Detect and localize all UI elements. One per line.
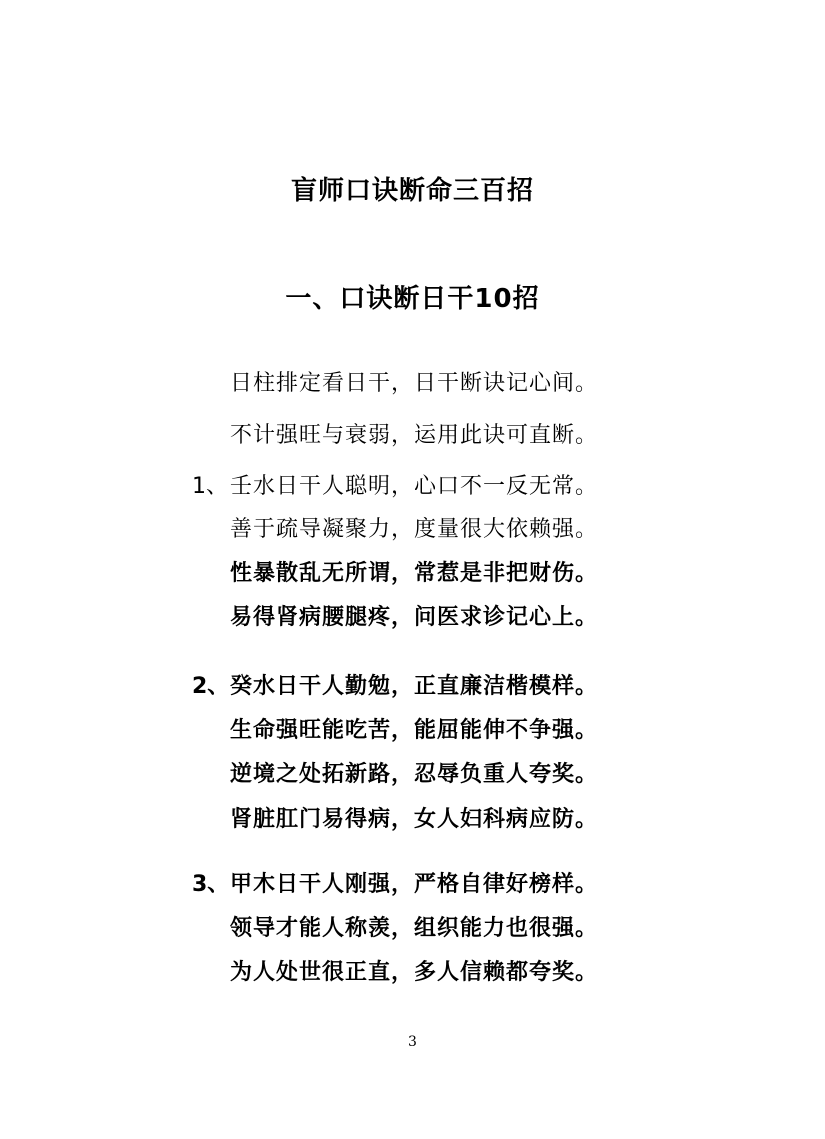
intro-line-text: 日柱排定看日干，日干断诀记心间。 xyxy=(230,371,599,396)
item-number: 2、 xyxy=(192,674,230,699)
verse-line-text: 领导才能人称羡，组织能力也很强。 xyxy=(230,916,599,941)
intro-line-text: 不计强旺与衰弱，运用此诀可直断。 xyxy=(230,423,599,448)
item-number: 3、 xyxy=(192,872,230,897)
verse-line-text: 易得肾病腰腿疼，问医求诊记心上。 xyxy=(230,605,599,630)
page-number: 3 xyxy=(408,1034,417,1050)
verse-line-text: 为人处世很正直，多人信赖都夸奖。 xyxy=(230,960,599,985)
verse-line-text: 善于疏导凝聚力，度量很大依赖强。 xyxy=(230,517,599,542)
verse-line-text: 壬水日干人聪明，心口不一反无常。 xyxy=(230,474,599,499)
verse-line-text: 肾脏肛门易得病，女人妇科病应防。 xyxy=(230,807,599,832)
verse-line-text: 癸水日干人勤勉，正直廉洁楷模样。 xyxy=(230,674,599,699)
document-title: 盲师口诀断命三百招 xyxy=(290,176,534,206)
verse-line-text: 性暴散乱无所谓，常惹是非把财伤。 xyxy=(230,561,599,586)
section-title: 一、口诀断日干10招 xyxy=(285,284,540,314)
verse-line-text: 生命强旺能吃苦，能屈能伸不争强。 xyxy=(230,718,599,743)
item-number: 1、 xyxy=(192,474,228,499)
verse-line-text: 甲木日干人刚强，严格自律好榜样。 xyxy=(230,872,599,897)
verse-line-text: 逆境之处拓新路，忍辱负重人夸奖。 xyxy=(230,762,599,787)
